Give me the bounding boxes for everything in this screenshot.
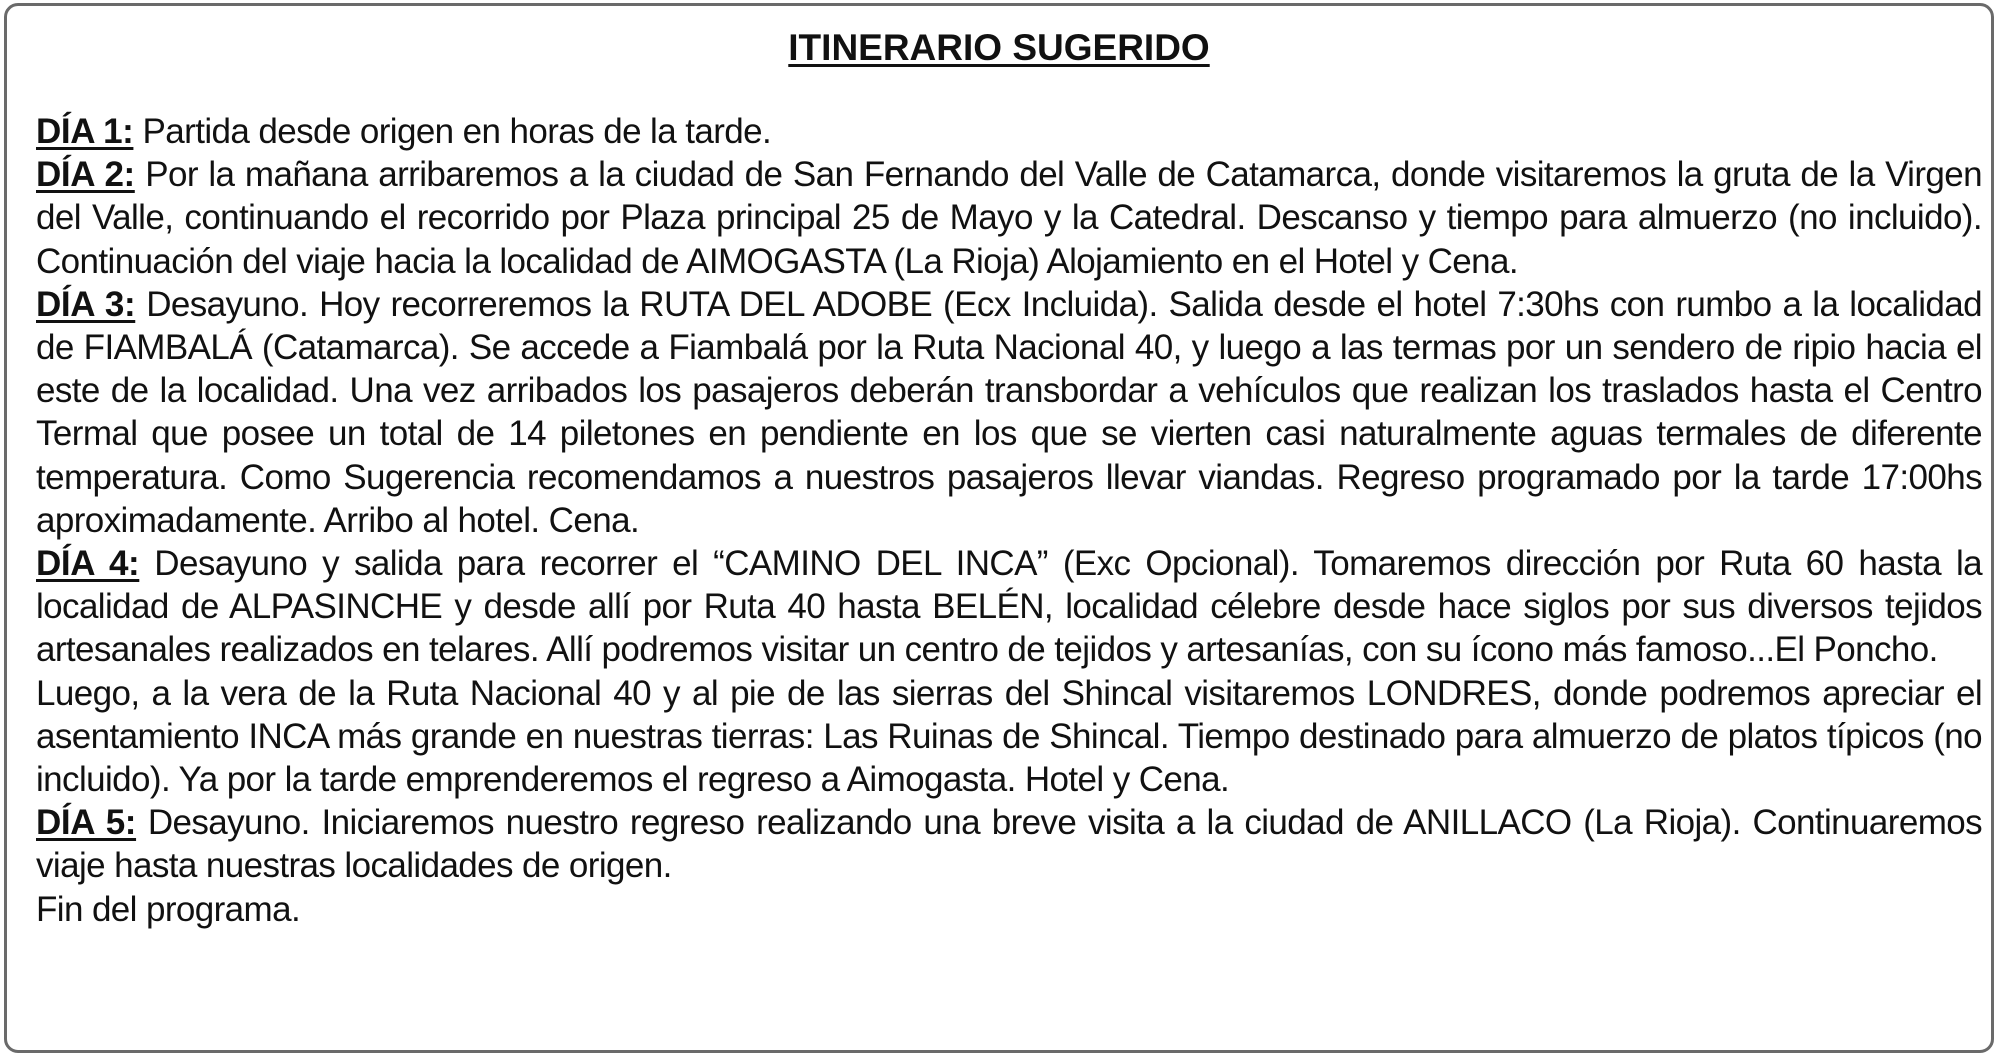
day-4-continuation: Luego, a la vera de la Ruta Nacional 40 y al pie de las sierras del Shincal visitaremos LONDRES, donde podremos apreciar el asentamiento INCA más grande en nuestras tierras: Las Ruinas de Shincal. Tiempo destinado para almuerzo de platos típicos (no incluido). Ya por la tarde emprenderemos el regreso a Aimogasta. Hotel y Cena.: [36, 673, 1982, 800]
day-2-paragraph: [36, 153, 1982, 283]
day-4-label: DÍA 4:: [36, 544, 140, 584]
day-5-paragraph: [36, 801, 1982, 887]
itinerary-body: [36, 110, 1982, 931]
day-5-text: Desayuno. Iniciaremos nuestro regreso realizando una breve visita a la ciudad de ANILLACO (La Rioja). Continuaremos viaje hasta nuestras localidades de origen.: [36, 803, 1983, 886]
day-2-text: Por la mañana arribaremos a la ciudad de San Fernando del Valle de Catamarca, donde visitaremos la gruta de la Virgen del Valle, continuando el recorrido por Plaza principal 25 de Mayo y la Catedral. Descanso y tiempo para almuerzo (no incluido). Continuación del viaje hacia la localidad de AIMOGASTA (La Rioja) Alojamiento en el Hotel y Cena.: [36, 155, 1983, 281]
day-1-paragraph: [36, 110, 1982, 153]
closing-line: Fin del programa.: [36, 889, 301, 929]
itinerary-box: [4, 3, 1994, 1053]
day-5-label: DÍA 5:: [36, 803, 137, 843]
day-3-text: Desayuno. Hoy recorreremos la RUTA DEL ADOBE (Ecx Incluida). Salida desde el hotel 7:30hs con rumbo a la localidad de FIAMBALÁ (Catamarca). Se accede a Fiambalá por la Ruta Nacional 40, y luego a las termas por un sendero de ripio hacia el este de la localidad. Una vez arribados los pasajeros deberán transbordar a vehículos que realizan los traslados hasta el Centro Termal que posee un total de 14 piletones en pendiente en los que se vierten casi naturalmente aguas termales de diferente temperatura. Como Sugerencia recomendamos a nuestros pasajeros llevar viandas. Regreso programado por la tarde 17:00hs aproximadamente. Arribo al hotel. Cena.: [36, 284, 1983, 540]
day-1-label: DÍA 1:: [36, 112, 134, 151]
day-4-paragraph: [36, 542, 1982, 672]
day-1-text: Partida desde origen en horas de la tarde.: [142, 112, 772, 151]
page-title: ITINERARIO SUGERIDO: [788, 27, 1210, 68]
day-3-paragraph: [36, 283, 1982, 542]
day-3-label: DÍA 3:: [36, 284, 136, 324]
day-2-label: DÍA 2:: [36, 155, 135, 195]
day-4-text: Desayuno y salida para recorrer el “CAMINO DEL INCA” (Exc Opcional). Tomaremos dirección por Ruta 60 hasta la localidad de ALPASINCHE y desde allí por Ruta 40 hasta BELÉN, localidad célebre desde hace siglos por sus diversos tejidos artesanales realizados en telares. Allí podremos visitar un centro de tejidos y artesanías, con su ícono más famoso...El Poncho.: [36, 544, 1983, 670]
